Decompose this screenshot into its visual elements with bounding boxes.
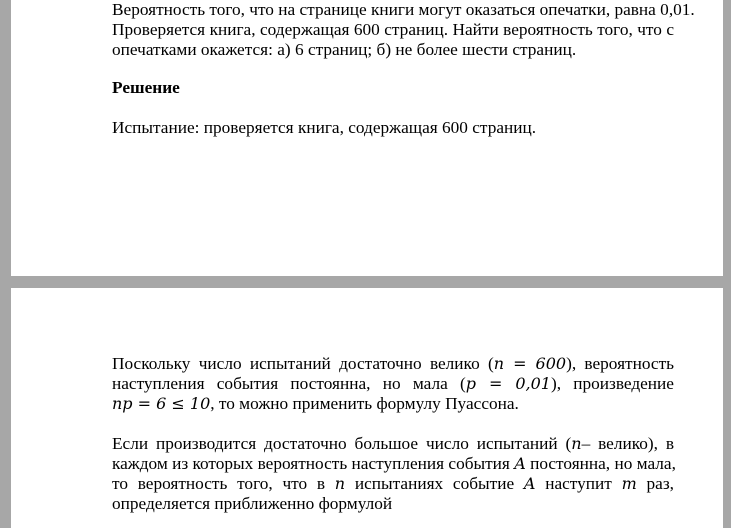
definition-line-4: определяется приближенно формулой (112, 494, 393, 513)
math-n: n (571, 434, 582, 453)
math-n-equals-600: n = 600 (493, 354, 567, 373)
document-page-2 (11, 288, 723, 528)
problem-line-2: Проверяется книга, содержащая 600 страниц. Найти вероятность того, что с (112, 20, 674, 39)
definition-line-2: каждом из которых вероятность наступления события A постоянна, но мала, (112, 454, 676, 473)
document-page-1 (11, 0, 723, 276)
math-m: m (621, 474, 637, 493)
justification-line-2: наступления события постоянна, но мала (p = 0,01), произведение (112, 374, 674, 393)
justification-line-3: np = 6 ≤ 10, то можно применить формулу Пуассона. (112, 394, 519, 413)
math-a: A (514, 454, 526, 473)
trial-description: Испытание: проверяется книга, содержащая 600 страниц. (112, 118, 537, 137)
math-n: n (334, 474, 346, 493)
solution-heading: Решение (112, 78, 180, 97)
math-np-le-10: np = 6 ≤ 10 (112, 394, 211, 413)
definition-line-3: то вероятность того, что в n испытаниях событие A наступит m раз, (112, 474, 674, 493)
justification-line-1: Поскольку число испытаний достаточно велико (n = 600), вероятность (112, 354, 675, 373)
poisson-justification (112, 354, 674, 414)
math-p-equals-001: p = 0,01 (465, 374, 551, 393)
problem-statement (112, 0, 695, 60)
definition-line-1: Если производится достаточно большое число испытаний (n– велико), в (112, 434, 674, 453)
problem-line-1: Вероятность того, что на странице книги могут оказаться опечатки, равна 0,01. (112, 0, 695, 19)
problem-line-3: опечатками окажется: а) 6 страниц; б) не более шести страниц. (112, 40, 577, 59)
poisson-definition (112, 434, 674, 514)
math-a: A (523, 474, 536, 493)
